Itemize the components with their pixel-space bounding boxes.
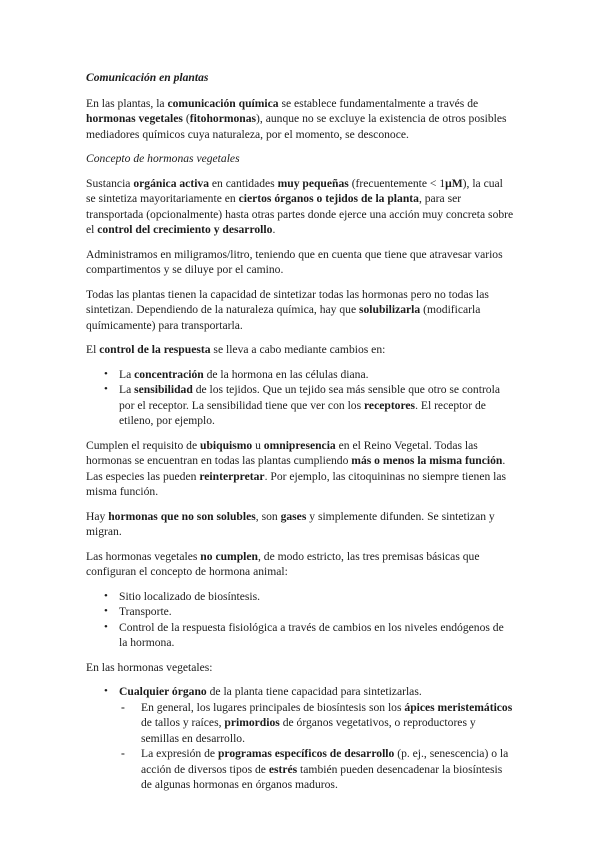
bullet-icon: • xyxy=(104,685,108,697)
bold-run: ciertos órganos o tejidos de la planta xyxy=(238,192,419,205)
text-run: de la hormona en las células diana. xyxy=(203,367,369,381)
paragraph-control-respuesta xyxy=(86,342,514,358)
text-run: . Por ejemplo, las citoquininas no siempre tienen las misma función. xyxy=(86,469,507,498)
bold-run: ápices meristemáticos xyxy=(404,700,513,714)
bold-run: primordios xyxy=(224,716,280,729)
text-run: (p. ej., senescencia) o la acción de diversos tipos de xyxy=(141,747,509,776)
text-run: , de modo estricto, las tres premisas básicas que configuran el concepto de hormona animal: xyxy=(86,549,480,578)
list-item xyxy=(86,604,514,620)
bold-run: Cualquier órgano xyxy=(119,685,207,698)
sub-list xyxy=(119,700,514,793)
text-run: también pueden desencadenar la biosíntesis de algunas hormonas en órganos maduros. xyxy=(141,762,503,791)
bold-run: sensibilidad xyxy=(134,383,193,396)
dash-icon: - xyxy=(121,747,125,760)
bullet-icon: • xyxy=(104,605,108,617)
list-hormonas-vegetales xyxy=(86,684,514,793)
list-item xyxy=(86,620,514,651)
text-run: (frecuentemente < 1 xyxy=(348,176,446,190)
text-run: se establece fundamentalmente a través de xyxy=(278,96,479,110)
text-run: ), aunque no se excluye la existencia de otros posibles mediadores químicos cuya naturaleza, por el momento, se desconoce. xyxy=(86,112,507,141)
paragraph-definicion xyxy=(86,176,514,238)
text-run: se lleva a cabo mediante cambios en: xyxy=(210,343,386,356)
bold-run: concentración xyxy=(134,367,204,381)
text-run: Control de la respuesta fisiológica a través de cambios en los niveles endógenos de la hormona. xyxy=(119,620,504,649)
bold-run: solubilizarla xyxy=(359,303,421,316)
text-run: ), la cual se sintetiza mayoritariamente en xyxy=(86,176,503,205)
bold-run: control del crecimiento y desarrollo xyxy=(97,223,273,236)
text-run: (modificarla químicamente) para transportarla. xyxy=(86,303,481,332)
dash-icon: - xyxy=(121,700,125,714)
text-run: Cumplen el requisito de xyxy=(86,438,200,452)
bold-run: hormonas que no son solubles xyxy=(108,509,256,523)
bold-run: programas específicos de desarrollo xyxy=(217,747,395,760)
text-run: de los tejidos. Que un tejido sea más sensible que otro se controla por el receptor. La sensibilidad tiene que ver con los xyxy=(119,383,500,412)
bold-run: estrés xyxy=(268,762,298,776)
text-run: En las hormonas vegetales: xyxy=(86,660,213,674)
bold-run: comunicación química xyxy=(167,96,279,110)
text-run: de órganos vegetativos, o reproductores y semillas en desarrollo. xyxy=(141,716,476,745)
section-subtitle: Concepto de hormonas vegetales xyxy=(86,152,240,165)
text-run: u xyxy=(252,438,264,452)
text-run: . Las especies las pueden xyxy=(86,454,506,483)
bold-run: fitohormonas xyxy=(189,112,257,125)
list-control-respuesta xyxy=(86,367,514,429)
text-run: Las hormonas vegetales xyxy=(86,549,201,563)
text-run: , son xyxy=(255,509,281,523)
bullet-icon: • xyxy=(104,589,108,602)
text-run: Sustancia xyxy=(86,176,134,190)
bold-run: orgánica activa xyxy=(133,176,210,190)
bullet-icon: • xyxy=(104,383,108,395)
text-run: La xyxy=(119,367,135,381)
text-run: de la planta tiene capacidad para sintetizarlas. xyxy=(206,685,422,698)
text-run: Transporte. xyxy=(119,605,172,618)
list-item xyxy=(86,684,514,793)
paragraph-premisas xyxy=(86,549,514,580)
text-run: Administramos en miligramos/litro, teniendo que en cuenta que tiene que atravesar varios compartimentos y se diluye por el camino. xyxy=(86,247,503,276)
bold-run: control de la respuesta xyxy=(99,343,211,356)
paragraph-ubiquismo xyxy=(86,438,514,500)
text-run: en el Reino Vegetal. Todas las hormonas se encuentran en todas las plantas cumpliendo xyxy=(86,438,478,467)
bullet-icon: • xyxy=(104,620,108,633)
sub-list-item xyxy=(119,700,514,747)
text-run: En las plantas, la xyxy=(86,96,168,110)
bold-run: más o menos la misma función xyxy=(351,454,503,467)
list-item xyxy=(86,382,514,429)
bold-run: gases xyxy=(280,509,307,523)
list-premisas xyxy=(86,589,514,651)
bold-run: no cumplen xyxy=(200,549,258,563)
text-run: ( xyxy=(182,112,190,125)
list-item xyxy=(86,589,514,605)
text-run: En general, los lugares principales de biosíntesis son los xyxy=(141,700,405,714)
paragraph-comunicacion xyxy=(86,96,514,143)
bold-run: ubiquismo xyxy=(200,438,253,452)
text-run: , para ser transportada (opcionalmente) hasta otras partes donde ejerce una acción muy concreta sobre el xyxy=(86,192,514,236)
bullet-icon: • xyxy=(104,367,108,380)
text-run: en cantidades xyxy=(209,176,278,190)
paragraph-sintesis xyxy=(86,287,514,334)
text-run: . xyxy=(272,223,276,236)
bold-run: receptores xyxy=(364,398,416,412)
sub-list-item xyxy=(119,746,514,793)
paragraph-gases xyxy=(86,509,514,540)
text-run: y simplemente difunden. Se sintetizan y migran. xyxy=(86,509,495,538)
bold-run: hormonas vegetales xyxy=(86,112,183,125)
text-run: La expresión de xyxy=(141,747,218,760)
document-title: Comunicación en plantas xyxy=(86,71,209,84)
paragraph-administracion xyxy=(86,247,514,278)
bold-run: muy pequeñas xyxy=(277,176,349,190)
text-run: Todas las plantas tienen la capacidad de sintetizar todas las hormonas pero no todas las sintetizan. Dependiendo de la naturaleza química, hay que xyxy=(86,287,489,316)
text-run: Sitio localizado de biosíntesis. xyxy=(119,589,261,603)
paragraph-hormonas-vegetales xyxy=(86,660,514,676)
text-run: Hay xyxy=(86,509,109,523)
bold-run: reinterpretar xyxy=(199,469,265,483)
text-run: de tallos y raíces, xyxy=(141,716,225,729)
bold-run: omnipresencia xyxy=(263,438,336,452)
list-item xyxy=(86,367,514,383)
bold-run: μM xyxy=(445,176,463,190)
text-run: . El receptor de etileno, por ejemplo. xyxy=(119,398,486,427)
text-run: La xyxy=(119,383,135,396)
text-run: El xyxy=(86,343,100,356)
